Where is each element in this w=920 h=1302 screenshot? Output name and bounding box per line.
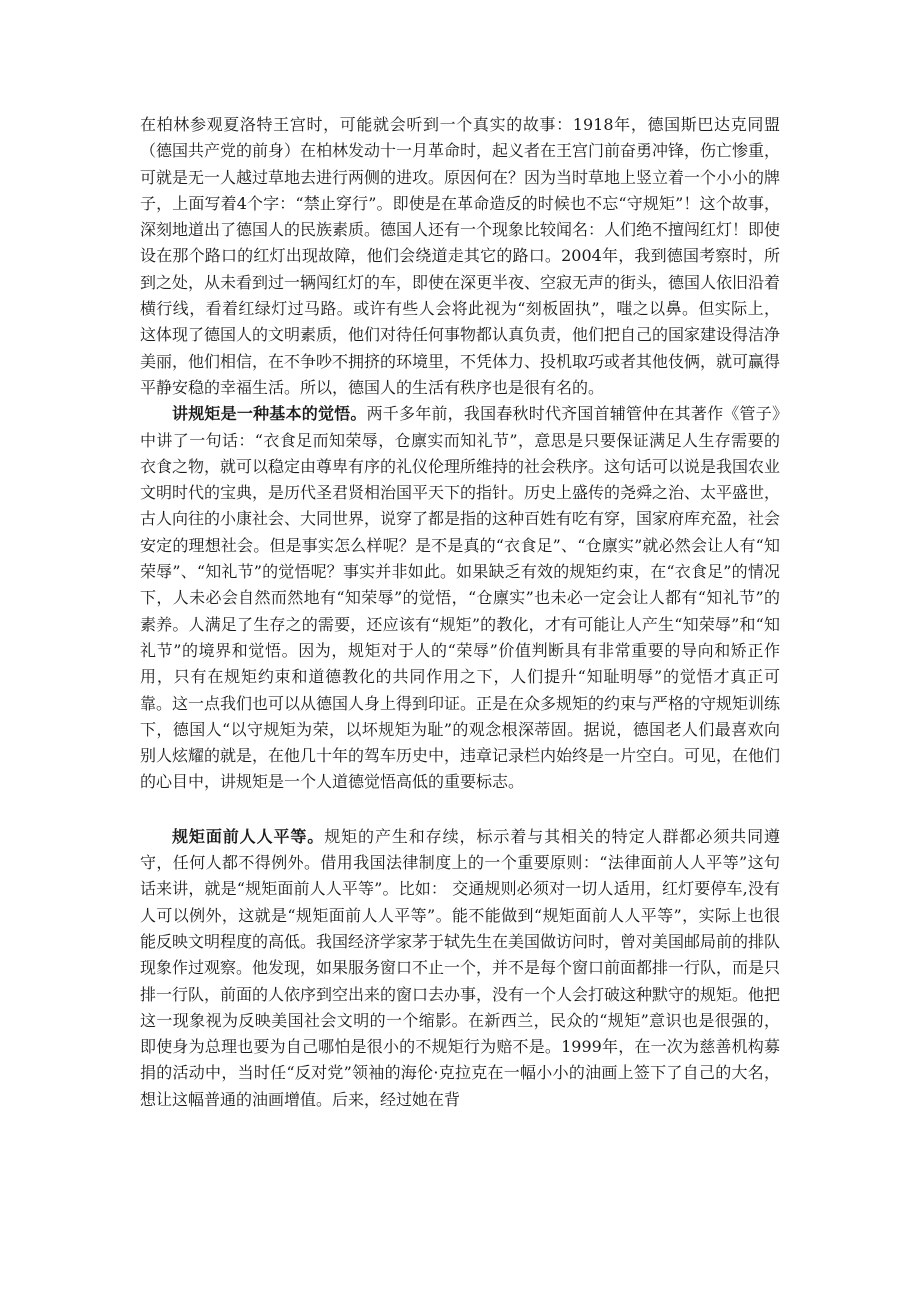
paragraph-text: 在柏林参观夏洛特王宫时，可能就会听到一个真实的故事：1918年，德国斯巴达克同盟（德国共产党的前身）在柏林发动十一月革命时，起义者在王宫门前奋勇冲锋，伤亡惨重，可就是无一人越过草地去进行两侧的进攻。原因何在？因为当时草地上竖立着一个小小的牌子，上面写着4个字：“禁止穿行”。即使是在革命造反的时候也不忘“守规矩”！这个故事，深刻地道出了德国人的民族素质。德国人还有一个现象比较闻名：人们绝不擅闯红灯！即使设在那个路口的红灯出现故障，他们会绕道走其它的路口。2004年，我到德国考察时，所到之处，从未看到过一辆闯红灯的车，即使在深更半夜、空寂无声的街头，德国人依旧沿着横行线，看着红绿灯过马路。或许有些人会将此视为“刻板固执”，嗤之以鼻。但实际上，这体现了德国人的文明素质，他们对待任何事物都认真负责，他们把自己的国家建设得洁净美丽，他们相信，在不争吵不拥挤的环境里，不凭体力、投机取巧或者其他伎俩，就可赢得平静安稳的幸福生活。所以，德国人的生活有秩序也是很有名的。 — [140, 115, 781, 397]
paragraph-lead: 规矩面前人人平等。 — [172, 826, 325, 846]
paragraph-germany-rules — [140, 112, 780, 401]
paragraph-text: 规矩的产生和存续，标示着与其相关的特定人群都必须共同遵守，任何人都不得例外。借用我国法律制度上的一个重要原则：“法律面前人人平等”这句话来讲，就是“规矩面前人人平等”。比如： 交通规则必须对一切人适用，红灯要停车,没有人可以例外，这就是“规矩面前人人平等”。能不能做到“规矩面前人人平等”，实际上也很能反映文明程度的高低。我国经济学家茅于轼先生在美国做访问时，曾对美国邮局前的排队现象作过观察。他发现，如果服务窗口不止一个，并不是每个窗口前面都排一行队，而是只排一行队，前面的人依序到空出来的窗口去办事，没有一个人会打破这种默守的规矩。他把这一现象视为反映美国社会文明的一个缩影。在新西兰，民众的“规矩”意识也是很强的，即使身为总理也要为自己哪怕是很小的不规矩行为赔不是。1999年，在一次为慈善机构募捐的活动中，当时任“反对党”领袖的海伦·克拉克在一幅小小的油画上签下了自己的大名，想让这幅普通的油画增值。后来，经过她在背 — [140, 826, 781, 1109]
paragraph-gap — [140, 796, 780, 824]
paragraph-text: 两千多年前，我国春秋时代齐国首辅管仲在其著作《管子》中讲了一句话：“衣食足而知荣辱，仓廪实而知礼节”，意思是只要保证满足人生存需要的衣食之物，就可以稳定由尊卑有序的礼仪伦理所维持的社会秩序。这句话可以说是我国农业文明时代的宝典，是历代圣君贤相治国平天下的指针。历史上盛传的尧舜之治、太平盛世，古人向往的小康社会、大同世界，说穿了都是指的这种百姓有吃有穿，国家府库充盈，社会安定的理想社会。但是事实怎么样呢？是不是真的“衣食足”、“仓廪实”就必然会让人有“知荣辱”、“知礼节”的觉悟呢？事实并非如此。如果缺乏有效的规矩约束，在“衣食足”的情况下，人未必会自然而然地有“知荣辱”的觉悟，“仓廪实”也未必一定会让人都有“知礼节”的素养。人满足了生存之的需要，还应该有“规矩”的教化，才有可能让人产生“知荣辱”和“知礼节”的境界和觉悟。因为，规矩对于人的“荣辱”价值判断具有非常重要的导向和矫正作用，只有在规矩约束和道德教化的共同作用之下，人们提升“知耻明辱”的觉悟才真正可靠。这一点我们也可以从德国人身上得到印证。正是在众多规矩的约束与严格的守规矩训练下，德国人“以守规矩为荣，以坏规矩为耻”的观念根深蒂固。据说，德国老人们最喜欢向别人炫耀的就是，在他几十年的驾车历史中，违章记录栏内始终是一片空白。可见，在他们的心目中，讲规矩是一个人道德觉悟高低的重要标志。 — [140, 404, 781, 792]
paragraph-rules-equality — [140, 824, 780, 1113]
paragraph-rules-awareness — [140, 401, 780, 795]
paragraph-lead: 讲规矩是一种基本的觉悟。 — [172, 404, 367, 424]
document-page — [140, 112, 780, 1113]
